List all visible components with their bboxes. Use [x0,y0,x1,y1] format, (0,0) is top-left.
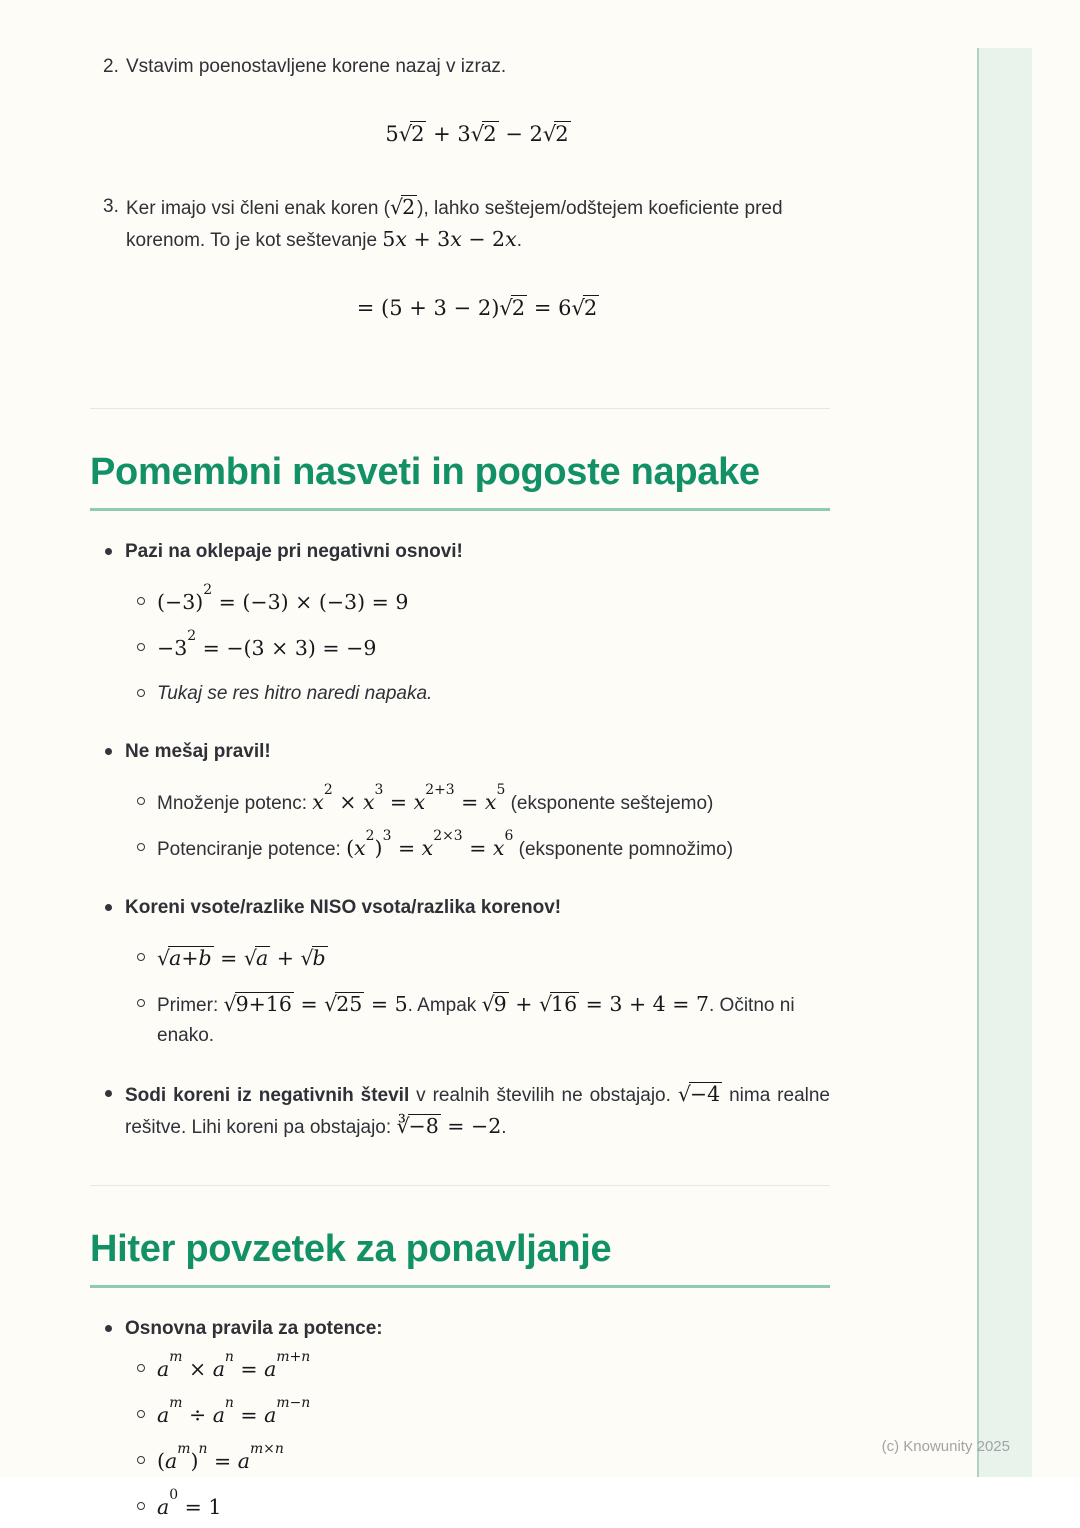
inline-math: $a^0 = 1$ [157,1487,222,1519]
bullet-dot-icon [105,548,112,555]
sub-bullet-text [157,628,830,665]
list-item [90,893,830,1051]
section-title: Hiter povzetek za ponavljanje [90,1228,612,1270]
radical: √2 [542,122,569,146]
radical: √2 [390,195,416,219]
bullet-dot-icon [105,748,112,755]
inline-math: √9+16 = √25 = 5 [223,992,408,1016]
bullet-text: Osnovna pravila za potence: [125,1318,383,1339]
section-divider [90,408,830,409]
sub-list-item [125,1349,830,1386]
bullet-text: Koreni vsote/razlike NISO vsota/razlika korenov! [125,897,562,918]
bullet-circle-icon [137,797,145,805]
sub-bullet-text [157,1349,830,1386]
bullet-circle-icon [137,1502,145,1510]
radical: √2 [470,122,497,146]
inline-math: $x^2 \times x^3 = x^{2+3} = x^5$ [312,782,506,814]
radical-sign-icon: √ [324,992,337,1016]
bullet-circle-icon [137,953,145,961]
radical-sign-icon: √ [542,122,556,146]
inline-math: $(x^2)^3 = x^{2\times 3} = x^6$ [346,828,514,860]
display-formula: 5√2 + 3√2 − 2√2 [385,122,569,146]
bullet-dot-icon [105,1090,112,1097]
radical: √9 [481,992,507,1016]
radical: √9+16 [223,992,292,1016]
radical: √25 [324,992,363,1016]
sub-bullet-text: Primer: √9+16 = √25 = 5. Ampak √9 + √16 = 3 + 4 = 7. Očitno ni enako. [157,992,795,1046]
sub-bullet-text [157,1487,830,1524]
bullet-dot-icon [105,1325,112,1332]
sub-list-item [125,582,830,619]
sub-bullet-text: Množenje potenc: $x^2 \times x^3 = x^{2+3} = x^5$ (eksponente seštejemo) [157,782,714,814]
radical-sign-icon: ∛ [396,1114,409,1138]
bullet-list [90,537,830,1143]
radical-sign-icon: √ [499,296,512,320]
sub-bullet-list [125,943,830,1051]
inline-math: $(a^m)^n = a^{m\times n}$ [157,1441,284,1473]
inline-math: $a^m \times a^n = a^{m+n}$ [157,1349,311,1381]
inline-math: 5x + 3x − 2x [382,227,517,251]
radical-sign-icon: √ [481,992,494,1016]
sub-list-item [125,1487,830,1524]
inline-math [390,195,417,219]
radical-sign-icon: √ [300,946,313,970]
radical: √2 [571,296,598,320]
radical: √a+b [157,946,212,970]
sub-bullet-text [157,582,830,619]
radical-sign-icon: √ [571,296,584,320]
sub-bullet-list [125,582,830,709]
sub-list-item [125,1441,830,1478]
radical-sign-icon: √ [390,195,403,219]
copyright-text: (c) Knowunity 2025 [881,1438,1010,1455]
bullet-circle-icon [137,689,145,697]
radical-sign-icon: √ [398,122,412,146]
inline-math: √9 + √16 = 3 + 4 = 7 [481,992,709,1016]
section-title: Pomembni nasveti in pogoste napake [90,451,760,493]
title-underline [90,1285,830,1288]
radical-sign-icon: √ [223,992,236,1016]
radical-sign-icon: √ [677,1082,690,1106]
radical-sign-icon: √ [157,946,170,970]
sub-bullet-text: Tukaj se res hitro naredi napaka. [157,683,433,704]
sub-bullet-text: Potenciranje potence: $(x^2)^3 = x^{2\times 3} = x^6$ (eksponente pomnožimo) [157,828,734,860]
list-item [90,1079,830,1143]
list-item [90,1314,830,1524]
sub-bullet-text [157,1395,830,1432]
radical-sign-icon: √ [538,992,552,1016]
sub-list-item [125,1395,830,1432]
radical-sign-icon: √ [470,122,484,146]
step-text: Vstavim poenostavljene korene nazaj v izraz. 5√2 + 3√2 − 2√2 [126,52,830,192]
sub-list-item [125,989,830,1051]
numbered-steps [90,52,830,366]
bullet-list [90,1314,830,1524]
step-number: 2. [103,56,119,77]
radical: √−4 [677,1082,721,1106]
step-number: 3. [103,196,119,217]
inline-math: $a^m \div a^n = a^{m-n}$ [157,1395,311,1427]
bullet-circle-icon [137,643,145,651]
inline-math: ∛−8 = −2 [396,1114,502,1138]
sub-list-item [125,782,830,819]
bullet-circle-icon [137,843,145,851]
sub-list-item [125,943,830,975]
bullet-circle-icon [137,999,145,1007]
inline-math: √a+b = √a + √b [157,946,326,970]
sub-list-item [125,679,830,709]
radical-sign-icon: √ [243,946,256,970]
numbered-step [103,52,830,192]
bullet-circle-icon [137,1364,145,1372]
bullet-dot-icon [105,904,112,911]
bullet-text: Ne mešaj pravil! [125,741,271,762]
sub-bullet-text [157,1441,830,1478]
radical: √16 [538,992,578,1016]
radical: √2 [398,122,425,146]
sections [90,408,830,1524]
bullet-text: Sodi koreni iz negativnih števil v realnih številih ne obstajajo. √−4 nima realne rešitve. Lihi koreni pa obstajajo: ∛−8 = −2. [125,1082,830,1138]
numbered-step [103,192,830,366]
bullet-text: Pazi na oklepaje pri negativni osnovi! [125,541,463,562]
sub-bullet-text [157,943,830,975]
radical: ∛−8 [396,1114,439,1138]
bullet-circle-icon [137,1456,145,1464]
highlight-stripe [977,48,1032,1477]
inline-math: $-3^2 = -(3 \times 3) = -9$ [157,628,377,660]
sub-list-item [125,828,830,865]
inline-math [678,1082,722,1106]
content-column [90,0,830,1524]
bullet-circle-icon [137,597,145,605]
sub-bullet-list [125,782,830,865]
step-text: Ker imajo vsi členi enak koren (√2 ), lahko seštejem/odštejem koeficiente pred korenom. To je kot seštevanje 5x + 3x − 2x. = (5 + 3 − 2)√2 = 6√2 [126,192,830,366]
bullet-circle-icon [137,1410,145,1418]
radical: √2 [499,296,526,320]
radical: √b [300,946,326,970]
radical: √a [243,946,269,970]
sub-bullet-list [125,1349,830,1524]
section-divider [90,1185,830,1186]
sub-list-item [125,628,830,665]
title-underline [90,508,830,511]
list-item [90,737,830,865]
list-item [90,537,830,709]
display-formula: = (5 + 3 − 2)√2 = 6√2 [356,296,598,320]
inline-math: $(-3)^2 = (-3) \times (-3) = 9$ [157,582,409,614]
